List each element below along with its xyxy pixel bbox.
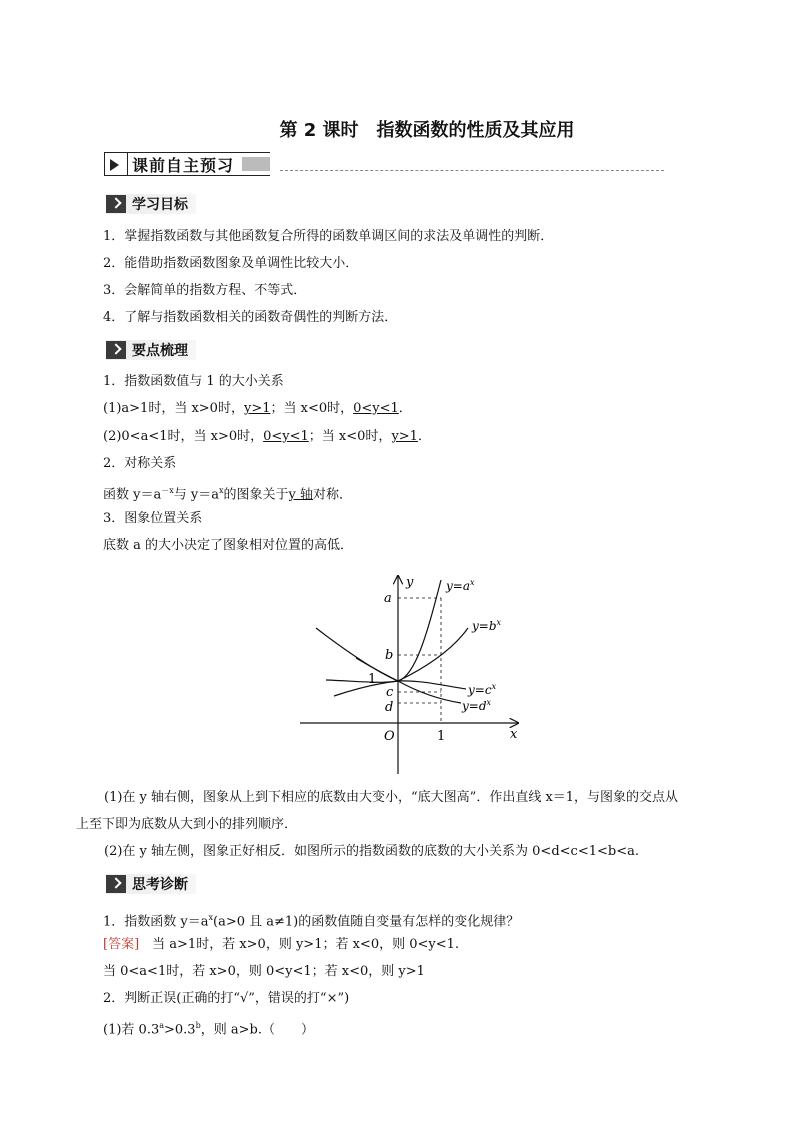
mark-a: a — [384, 591, 392, 606]
text-span: 1．指数函数 y＝a — [103, 914, 209, 930]
text-span: 对称． — [313, 487, 353, 503]
text-span: ． — [398, 401, 412, 416]
curve-c — [334, 681, 466, 696]
answer-underline: 0<y<1 — [263, 429, 309, 444]
section-banner — [104, 152, 664, 178]
text-span: ，则 a>b.（ ） — [200, 1022, 314, 1038]
keypoint-line — [103, 400, 412, 418]
keypoint-line: 底数 a 的大小决定了图象相对位置的高低． — [103, 538, 354, 553]
curve-label-a: $y=a^x$ — [446, 578, 475, 593]
text-span: >0.3 — [164, 1022, 196, 1038]
page-title: 第 2 课时 指数函数的性质及其应用 — [279, 120, 575, 141]
superscript: b — [195, 1021, 201, 1030]
text-span: (2)0<a<1时，当 x>0时， — [103, 429, 264, 444]
keypoint-title-2: 2．对称关系 — [103, 456, 177, 471]
answer-underline: y>1 — [391, 429, 418, 444]
note-1-line-2: 上至下即为底数从大到小的排列顺序． — [76, 817, 298, 832]
keypoints-heading-label: 要点梳理 — [132, 343, 188, 359]
banner-label: 课前自主预习 — [132, 155, 235, 175]
answer-underline: y>1 — [243, 401, 271, 416]
goals-heading — [106, 194, 196, 214]
thinking-heading-bar — [106, 874, 196, 894]
keypoint-line — [103, 428, 431, 446]
note-1-line-1: (1)在 y 轴右侧，图象从上到下相应的底数由大变小，“底大图高”．作出直线 x＝1，与图象的交点从 — [104, 790, 679, 805]
text-span: (a>0 且 a≠1)的函数值随自变量有怎样的变化规律？ — [213, 914, 520, 930]
text-span: 与 y＝a — [173, 487, 219, 503]
text-span: 的图象关于 — [223, 487, 289, 503]
check-arrow-icon — [106, 341, 126, 359]
goal-item: 4．了解与指数函数相关的函数奇偶性的判断方法． — [103, 310, 398, 325]
x-one-label: 1 — [437, 729, 446, 744]
text-span: ． — [417, 429, 431, 444]
check-arrow-icon — [106, 875, 126, 893]
goal-item: 1．掌握指数函数与其他函数复合所得的函数单调区间的求法及单调性的判断． — [103, 229, 554, 244]
goals-heading-bar — [106, 194, 196, 214]
curve-label-c: $y=c^x$ — [468, 682, 497, 697]
y-axis-label: y — [406, 575, 414, 590]
mark-c: c — [386, 685, 394, 700]
thinking-heading-label: 思考诊断 — [132, 877, 188, 893]
exponential-figure — [296, 570, 536, 780]
text-span: ；当 x<0时， — [270, 401, 354, 416]
thinking-heading — [106, 874, 196, 894]
text-span: 当 a>1时，若 x>0，则 y>1；若 x<0，则 0<y<1. — [139, 937, 460, 952]
answer-tag: [答案] — [103, 937, 140, 952]
origin-label: O — [384, 729, 395, 744]
superscript: a — [159, 1021, 165, 1030]
answer-line-2: 当 0<a<1时，若 x>0，则 0<y<1；若 x<0，则 y>1 — [103, 964, 425, 979]
keypoint-title-3: 3．图象位置关系 — [103, 511, 203, 526]
question-1 — [103, 909, 519, 931]
question-2-1 — [103, 1017, 314, 1039]
goal-item: 3．会解简单的指数方程、不等式． — [103, 283, 307, 298]
answer-underline: 0<y<1 — [353, 401, 399, 416]
curve-label-b: $y=b^x$ — [472, 618, 502, 633]
superscript: －x — [161, 486, 174, 495]
text-span: (1)a>1时，当 x>0时， — [103, 401, 244, 416]
note-2: (2)在 y 轴左侧，图象正好相反．如图所示的指数函数的底数的大小关系为 0<d<c<1<b<a. — [104, 844, 639, 859]
banner-dashed-rule — [280, 170, 664, 171]
keypoint-title-1: 1．指数函数值与 1 的大小关系 — [103, 374, 284, 389]
answer-line-1 — [103, 936, 459, 954]
keypoints-heading — [106, 340, 196, 360]
y-one-label: 1 — [368, 672, 377, 687]
curve-label-d: $y=d^x$ — [462, 698, 492, 713]
banner-grey-block — [242, 157, 270, 171]
text-span: 函数 y＝a — [103, 487, 162, 503]
arrow-right-icon — [105, 153, 128, 175]
x-axis-label: x — [510, 727, 518, 742]
mark-d: d — [385, 700, 394, 715]
keypoints-heading-bar — [106, 340, 196, 360]
check-arrow-icon — [106, 195, 126, 213]
goal-item: 2．能借助指数函数图象及单调性比较大小． — [103, 256, 359, 271]
banner-box — [104, 152, 270, 176]
question-2: 2．判断正误(正确的打“√”，错误的打“×”) — [103, 991, 350, 1006]
answer-underline: y 轴 — [288, 487, 313, 503]
superscript: x — [218, 486, 224, 495]
keypoint-line — [103, 482, 352, 504]
goals-heading-label: 学习目标 — [132, 197, 188, 213]
mark-b: b — [385, 648, 394, 663]
text-span: ；当 x<0时， — [308, 429, 392, 444]
superscript: x — [208, 913, 214, 922]
text-span: (1)若 0.3 — [103, 1022, 160, 1038]
